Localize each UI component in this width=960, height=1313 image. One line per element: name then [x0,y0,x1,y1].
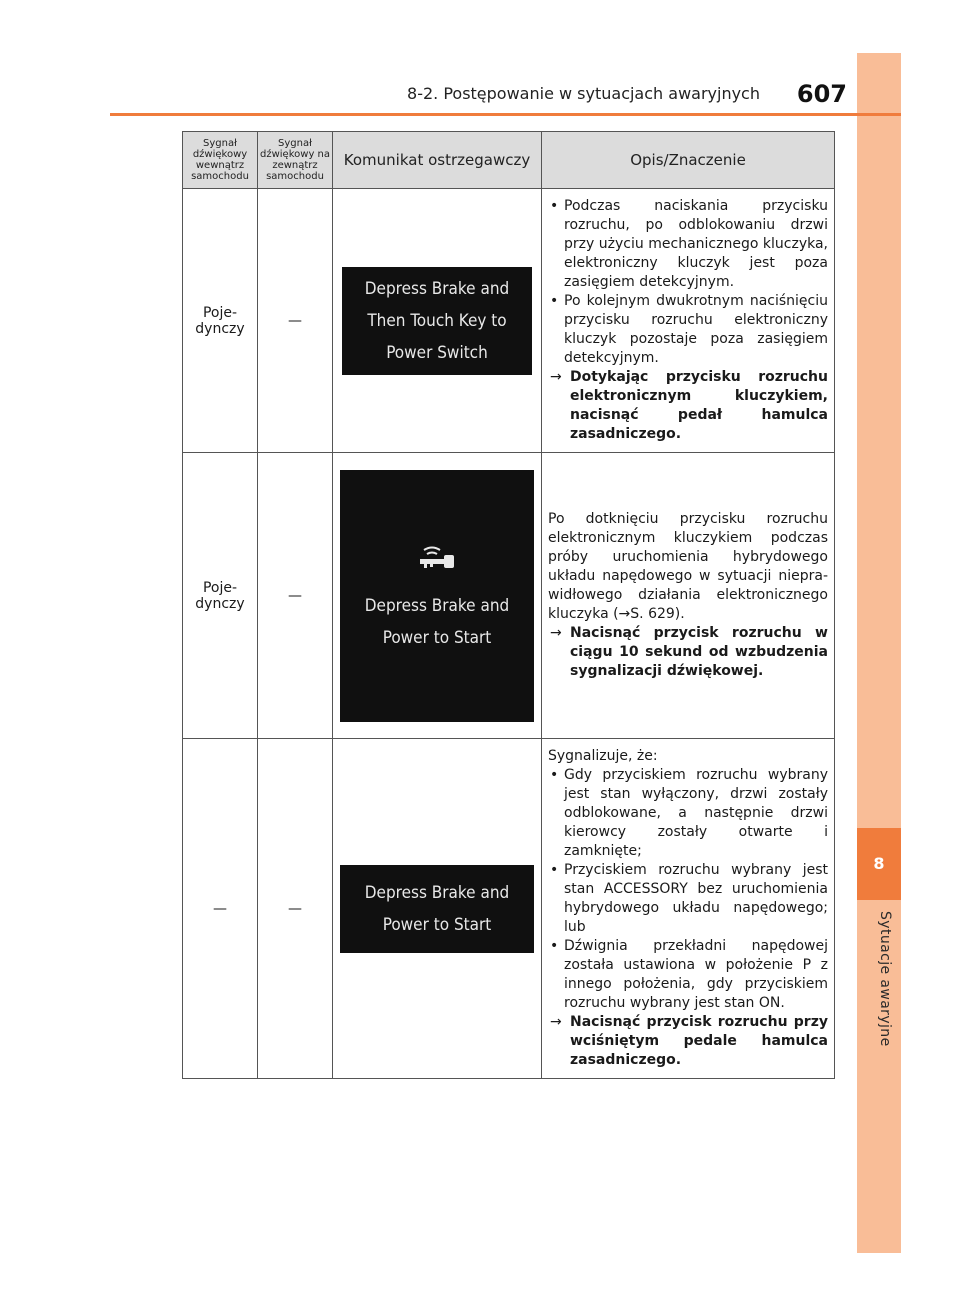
action-text: Dotykając przycisku rozruchu elektronicznym kluczykiem, nacisnąć pedał hamulca zasadniczego. [570,369,828,442]
outside-buzzer-cell: — [258,453,333,739]
key-signal-icon [416,544,458,572]
table-row [183,453,835,739]
display-screen [340,470,534,722]
page-number: 607 [796,80,847,108]
action-text: Nacisnąć przycisk rozruchu przy wciśniętym pedale hamulca zasadniczego. [570,1014,828,1068]
inside-buzzer-cell: Poje-dynczy [183,453,258,739]
table-header-row [183,132,835,189]
warning-message-cell [333,739,542,1079]
description-cell [542,453,835,739]
bullet-item: • Po kolejnym dwukrotnym naciśnięciu przycisku rozruchu elektroniczny kluczyk pozostaje poza zasięgiem detekcyjnym. [548,292,828,368]
table-row [183,739,835,1079]
bullet-item: • Podczas naciskania przycisku rozruchu, po odblokowaniu drzwi przy użyciu mechanicznego kluczyka, elektroniczny kluczyk jest poza zasięgiem detekcyjnym. [548,197,828,292]
outside-buzzer-cell: — [258,739,333,1079]
chapter-label: Sytuacje awaryjne [877,911,893,1047]
display-line: Power to Start [382,914,492,935]
page-header [0,80,960,110]
bullet-item: • Przyciskiem rozruchu wybrany jest stan ACCESSORY bez uruchomienia hybrydowego układu napędowego; lub [548,861,828,937]
description-intro: Sygnalizuje, że: [548,748,658,764]
display-line: Then Touch Key to [367,310,507,331]
action-instruction [548,368,828,444]
inside-buzzer-cell: Poje-dynczy [183,189,258,453]
arrow-icon: → [550,369,562,385]
section-title: 8-2. Postępowanie w sytuacjach awaryjnych [407,84,760,103]
arrow-icon: → [550,625,562,641]
header-divider [110,113,901,116]
inside-buzzer-cell: — [183,739,258,1079]
description-cell [542,739,835,1079]
arrow-icon: → [550,1014,562,1030]
outside-buzzer-cell: — [258,189,333,453]
chapter-side-tab [857,53,901,1253]
table-row [183,189,835,453]
col-outside-buzzer: Sygnał dźwiękowy na zewnątrz samochodu [258,132,333,189]
warning-message-cell [333,189,542,453]
col-inside-buzzer: Sygnał dźwiękowy wewnątrz samochodu [183,132,258,189]
description-text: Po dotknięciu przycisku rozruchu elektronicznym kluczykiem podczas próby uruchomienia hybrydowego układu napędowego w sytuacji niepra-widłowego działania elektronicznego kluczyka (→S. 629). [548,511,828,622]
col-warning-message: Komunikat ostrzegawczy [333,132,542,189]
bullet-item: • Gdy przyciskiem rozruchu wybrany jest stan wyłączony, drzwi zostały odblokowane, a następnie drzwi kierowcy zostały otwarte i zamknięte; [548,766,828,861]
col-description: Opis/Znaczenie [542,132,835,189]
display-line: Power to Start [382,627,492,648]
bullet-item: • Dźwignia przekładni napędowej została ustawiona w położenie P z innego położenia, gdy przyciskiem rozruchu wybrany jest stan ON. [548,937,828,1013]
action-instruction [548,624,828,681]
display-screen [340,865,534,953]
chapter-number: 8 [857,828,901,900]
display-screen [342,267,532,375]
display-line: Depress Brake and [364,882,510,903]
action-instruction [548,1013,828,1070]
bullet-list [548,766,828,1013]
bullet-list [548,197,828,368]
description-cell [542,189,835,453]
display-line: Depress Brake and [364,278,510,299]
action-text: Nacisnąć przycisk rozruchu w ciągu 10 sekund od wzbudzenia sygnalizacji dźwiękowej. [570,625,828,679]
warning-table [182,131,835,1079]
warning-message-cell [333,453,542,739]
display-line: Depress Brake and [364,595,510,616]
display-line: Power Switch [386,342,488,363]
